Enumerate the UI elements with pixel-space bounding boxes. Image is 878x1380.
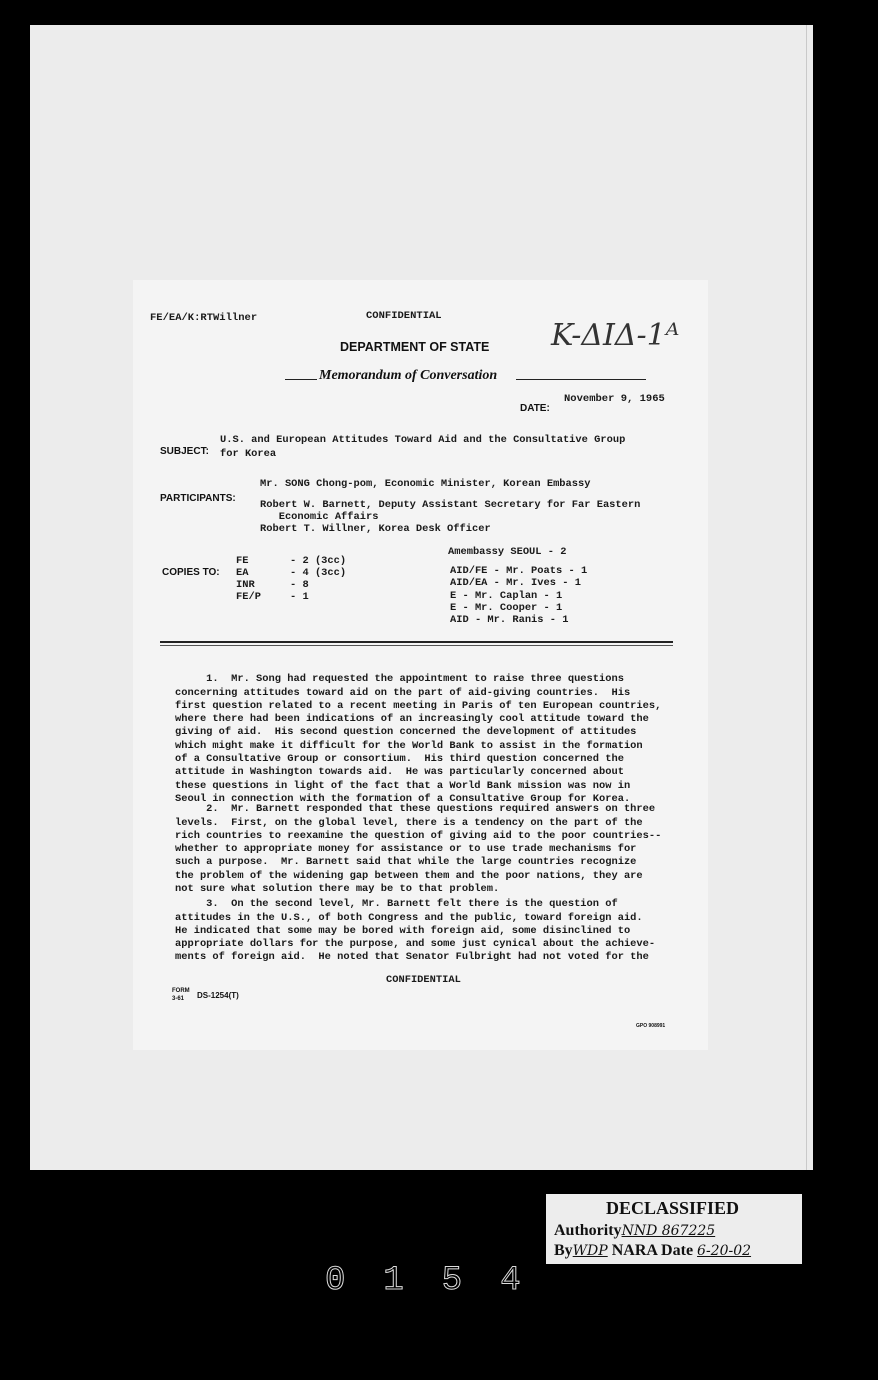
date-value: November 9, 1965	[564, 393, 665, 405]
stamp-title: DECLASSIFIED	[606, 1198, 740, 1218]
authority-label: Authority	[554, 1222, 622, 1239]
text-line: ments of foreign aid. He noted that Senator Fulbright had not voted for the	[175, 951, 649, 964]
copies-count: - 1	[290, 591, 309, 603]
participant-line: Robert T. Willner, Korea Desk Officer	[260, 523, 491, 535]
subject-label: SUBJECT:	[160, 446, 209, 457]
text-line: of a Consultative Group or consortium. His third question concerned the	[175, 753, 624, 766]
copies-office: FE	[236, 555, 249, 567]
text-line: appropriate dollars for the purpose, and some just cynical about the achieve-	[175, 938, 656, 951]
text-line: 2. Mr. Barnett responded that these questions required answers on three	[175, 803, 656, 816]
copies-count: - 8	[290, 579, 309, 591]
title-rule-left	[285, 379, 317, 380]
paragraph-2	[175, 790, 661, 896]
text-line: attitude in Washington towards aid. He was particularly concerned about	[175, 766, 624, 779]
subject-line: for Korea	[220, 448, 277, 460]
copies-recipient: AID/FE - Mr. Poats - 1	[450, 565, 588, 577]
header-divider	[160, 641, 673, 643]
text-line: such a purpose. Mr. Barnett said that while the large countries recognize	[175, 856, 637, 869]
copies-office: EA	[236, 567, 249, 579]
text-line: these questions in light of the fact that a World Bank mission was now in	[175, 779, 631, 792]
nara-value: 6-20-02	[697, 1243, 752, 1259]
form-date: 3-61	[172, 996, 185, 1002]
title-rule-right	[516, 379, 646, 380]
text-line: whether to appropriate money for assistance or to use trade mechanisms for	[175, 843, 637, 856]
copies-recipient: E - Mr. Cooper - 1	[450, 602, 563, 614]
handwritten-reference: K-ΔIΔ-1ᴬ	[551, 318, 680, 353]
text-line: Seoul in connection with the formation of a Consultative Group for Korea.	[175, 792, 631, 805]
gpo-code: GPO 908991	[636, 1023, 666, 1029]
paragraph-1	[175, 660, 661, 806]
copies-office: FE/P	[236, 591, 261, 603]
participant-line: Robert W. Barnett, Deputy Assistant Secretary for Far Eastern	[260, 499, 641, 511]
paragraph-3	[175, 885, 655, 965]
copies-count: - 2 (3cc)	[290, 555, 347, 567]
declassification-stamp	[546, 1194, 802, 1264]
copies-office: INR	[236, 579, 255, 591]
by-value: WDP	[572, 1243, 608, 1259]
stamp-authority-row	[554, 1222, 715, 1240]
form-title: Memorandum of Conversation	[319, 368, 498, 383]
film-edge-line	[806, 25, 807, 1170]
text-line: which might make it difficult for the World Bank to assist in the formation	[175, 739, 643, 752]
copies-label: COPIES TO:	[162, 567, 220, 578]
text-line: not sure what solution there may be to that problem.	[175, 883, 500, 896]
text-line: where there had been indications of an increasingly cool attitude toward the	[175, 713, 649, 726]
authority-value: NND 867225	[621, 1223, 716, 1239]
text-line: 1. Mr. Song had requested the appointment to raise three questions	[175, 673, 624, 686]
form-word: FORM	[172, 988, 190, 994]
form-number: DS-1254(T)	[197, 991, 239, 1000]
text-line: giving of aid. His second question concerned the development of attitudes	[175, 726, 637, 739]
participant-line: Economic Affairs	[260, 511, 379, 523]
memorandum-form	[133, 280, 708, 1050]
copies-recipient: E - Mr. Caplan - 1	[450, 590, 563, 602]
department-heading: DEPARTMENT OF STATE	[340, 340, 490, 354]
classification-top: CONFIDENTIAL	[366, 310, 442, 322]
copies-recipient: Amembassy SEOUL - 2	[448, 546, 567, 558]
text-line: levels. First, on the global level, there is a tendency on the part of the	[175, 816, 643, 829]
copies-recipient: AID/EA - Mr. Ives - 1	[450, 577, 581, 589]
date-label: DATE:	[520, 403, 550, 414]
text-line: attitudes in the U.S., of both Congress and the public, toward foreign aid.	[175, 911, 643, 924]
copies-recipient: AID - Mr. Ranis - 1	[450, 614, 569, 626]
participants-label: PARTICIPANTS:	[160, 493, 236, 504]
text-line: concerning attitudes toward aid on the part of aid-giving countries. His	[175, 686, 631, 699]
film-frame-number: 0154	[325, 1262, 559, 1300]
text-line: the problem of the widening gap between them and the poor nations, they are	[175, 869, 643, 882]
classification-bottom: CONFIDENTIAL	[386, 974, 461, 986]
file-code: FE/EA/K:RTWillner	[150, 312, 258, 324]
text-line: He indicated that some may be bored with foreign aid, some disinclined to	[175, 924, 631, 937]
copies-count: - 4 (3cc)	[290, 567, 347, 579]
by-label: By	[554, 1242, 573, 1259]
nara-label: NARA Date	[611, 1242, 694, 1259]
header-divider-thin	[160, 645, 673, 646]
subject-line: U.S. and European Attitudes Toward Aid and the Consultative Group	[220, 434, 626, 446]
text-line: rich countries to reexamine the question of giving aid to the poor countries--	[175, 829, 662, 842]
text-line: first question related to a recent meeting in Paris of ten European countries,	[175, 699, 662, 712]
stamp-by-row	[554, 1242, 751, 1260]
text-line: 3. On the second level, Mr. Barnett felt there is the question of	[175, 898, 618, 911]
participant-line: Mr. SONG Chong-pom, Economic Minister, Korean Embassy	[260, 478, 591, 490]
